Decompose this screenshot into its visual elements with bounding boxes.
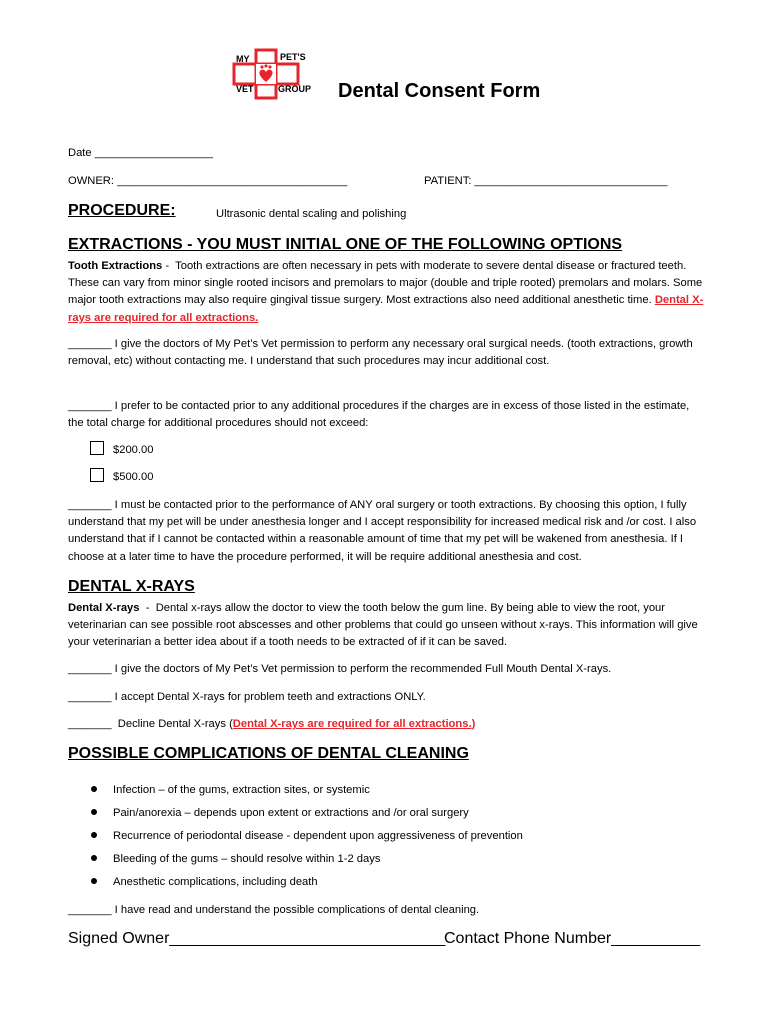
logo [232, 46, 332, 102]
complication-item: Recurrence of periodontal disease - dependent upon aggressiveness of prevention [113, 830, 523, 842]
amount-500-label: $500.00 [113, 471, 154, 483]
xray-option-3-suffix: ) [471, 718, 476, 730]
amount-200-label: $200.00 [113, 444, 154, 456]
xray-option-2[interactable]: _______ I accept Dental X-rays for problem teeth and extractions ONLY. [68, 691, 426, 703]
logo-text-my: MY [236, 54, 250, 64]
contact-phone-field[interactable]: Contact Phone Number__________ [444, 930, 701, 947]
extractions-heading: EXTRACTIONS - YOU MUST INITIAL ONE OF THE FOLLOWING OPTIONS [68, 236, 623, 253]
bullet-icon [91, 855, 97, 861]
bullet-icon [91, 786, 97, 792]
page-title: Dental Consent Form [338, 80, 541, 102]
signed-owner-field[interactable]: Signed Owner_______________________________ [68, 930, 446, 947]
extractions-xray-note: Dental X-rays are required for all extractions. [68, 294, 704, 324]
xray-option-3[interactable] [68, 716, 475, 733]
bullet-icon [91, 878, 97, 884]
procedure-text: Ultrasonic dental scaling and polishing [216, 208, 407, 220]
xrays-lead: Dental X-rays [68, 602, 140, 614]
logo-text-pets: PET'S [280, 52, 306, 62]
patient-field[interactable]: PATIENT: _______________________________ [424, 175, 668, 187]
xray-option-3-prefix: _______ Decline Dental X-rays ( [68, 718, 233, 730]
xrays-description [68, 600, 704, 652]
extractions-dash: - [162, 260, 176, 272]
checkbox-200[interactable] [90, 441, 104, 455]
bullet-icon [91, 832, 97, 838]
complication-item: Pain/anorexia – depends upon extent or extractions and /or oral surgery [113, 807, 469, 819]
extractions-description [68, 258, 704, 327]
complication-item: Bleeding of the gums – should resolve within 1-2 days [113, 853, 381, 865]
logo-text-vet: VET [236, 84, 254, 94]
procedure-label: PROCEDURE: [68, 202, 176, 219]
xrays-dash: - [139, 602, 156, 614]
bullet-icon [91, 809, 97, 815]
complication-item: Infection – of the gums, extraction sites, or systemic [113, 784, 370, 796]
xray-option-3-note: Dental X-rays are required for all extractions. [232, 718, 472, 730]
xrays-heading: DENTAL X-RAYS [68, 578, 195, 595]
logo-text-group: GROUP [278, 84, 312, 94]
date-field[interactable]: Date ___________________ [68, 147, 213, 159]
extraction-option-3[interactable]: _______ I must be contacted prior to the performance of ANY oral surgery or tooth extractions. By choosing this option, I fully understand that my pet will be under anesthesia longer and I accept responsibility for increased medical risk and /or cost. I also understand that if I cannot be contacted within a reasonable amount of time that my pet will be wakened from anesthesia. If I choose at a later time to have the procedure performed, it will be require additional anesthesia and cost. [68, 499, 697, 563]
complications-heading: POSSIBLE COMPLICATIONS OF DENTAL CLEANING [68, 745, 469, 762]
extraction-option-1[interactable]: _______ I give the doctors of My Pet’s Vet permission to perform any necessary oral surgical needs. (tooth extractions, growth removal, etc) without contacting me. I understand that such procedures may incur additional cost. [68, 338, 693, 368]
extractions-lead: Tooth Extractions [68, 260, 163, 272]
checkbox-500[interactable] [90, 468, 104, 482]
complication-item: Anesthetic complications, including death [113, 876, 318, 888]
complications-acknowledge[interactable]: _______ I have read and understand the possible complications of dental cleaning. [68, 904, 480, 916]
extraction-option-2[interactable]: _______ I prefer to be contacted prior to any additional procedures if the charges are in excess of those listed in the estimate, the total charge for additional procedures should not exceed: [68, 400, 690, 430]
extractions-body: Tooth extractions are often necessary in pets with moderate to severe dental disease or fractured teeth. These can vary from minor single rooted incisors and premolars to major (double and triple rooted) premolars and molars. Some major tooth extractions may also require gingival tissue surgery. Most extractions also need additional anesthetic time. [68, 260, 703, 307]
xray-option-1[interactable]: _______ I give the doctors of My Pet’s Vet permission to perform the recommended Full Mouth Dental X-rays. [68, 663, 612, 675]
xrays-body: Dental x-rays allow the doctor to view the tooth below the gum line. By being able to view the root, your veterinarian can see possible root abscesses and other problems that could go unseen without x-rays. This information will give your veterinarian a better idea about if a tooth needs to be extracted of if it can be saved. [68, 602, 698, 649]
owner-field[interactable]: OWNER: _____________________________________ [68, 175, 348, 187]
